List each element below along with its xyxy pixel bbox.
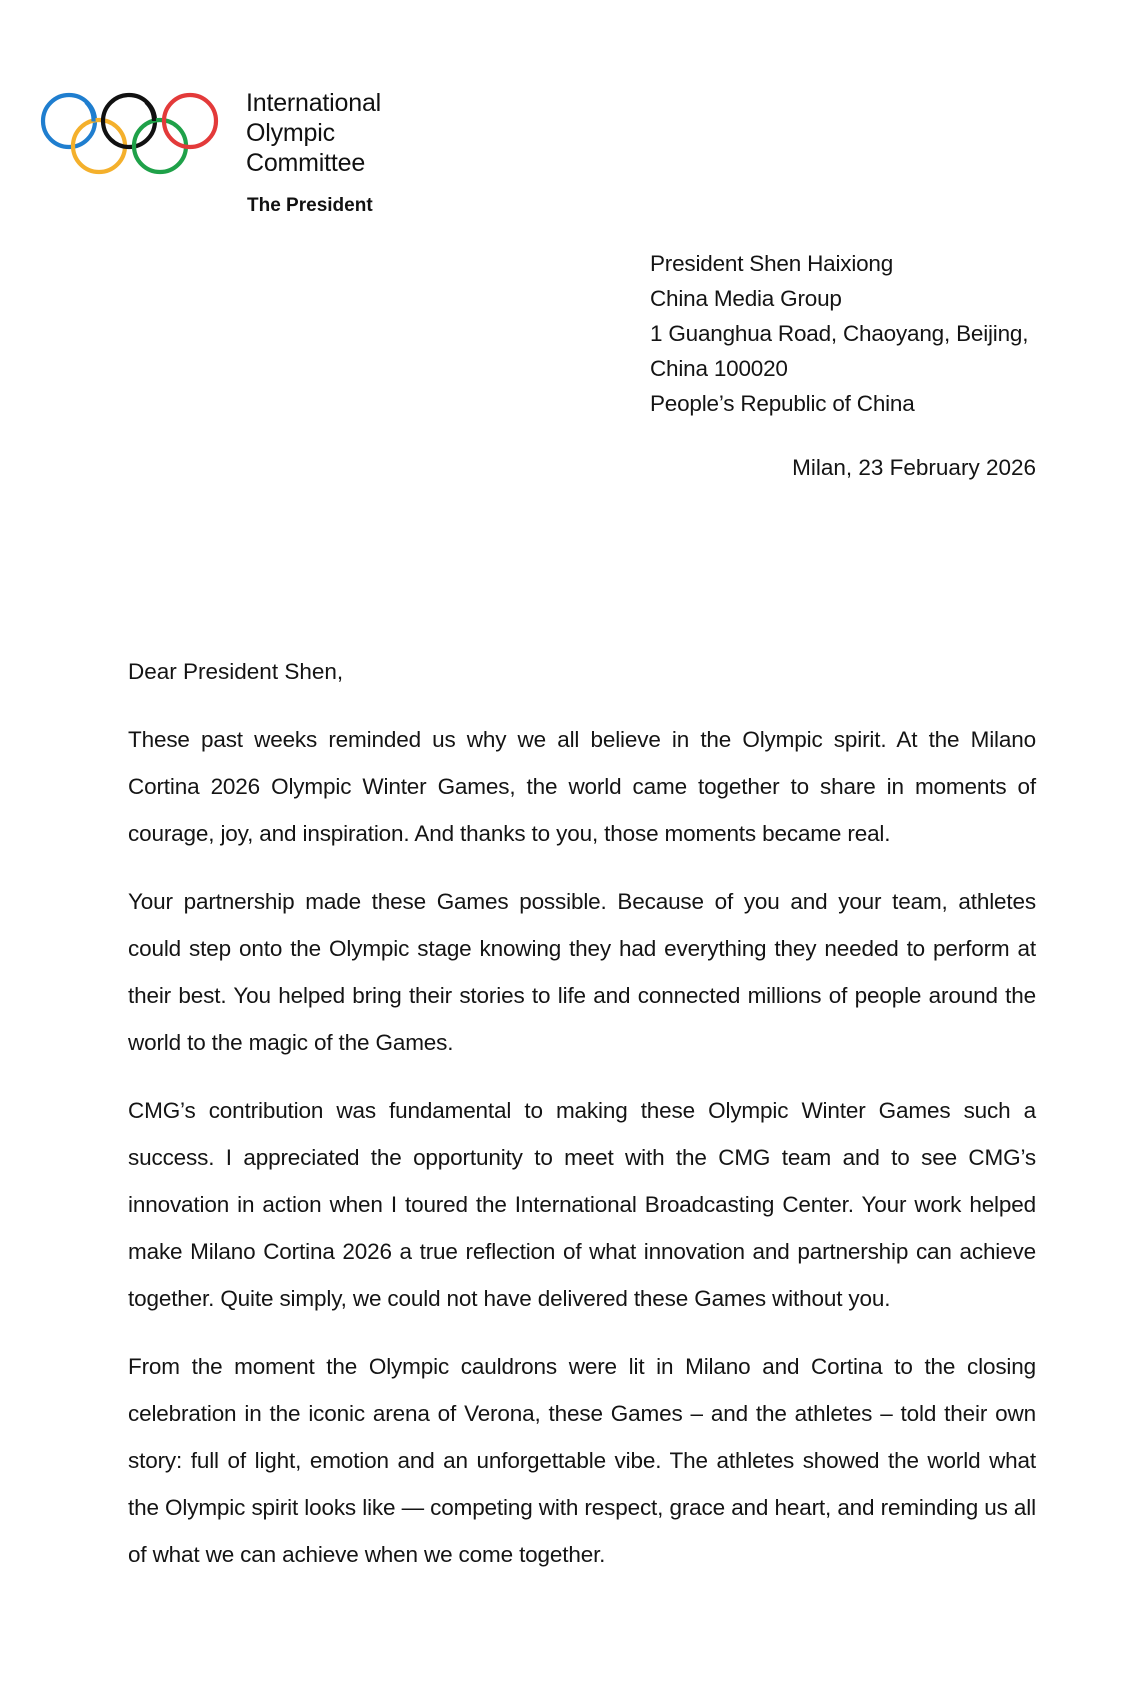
body-paragraph: CMG’s contribution was fundamental to making these Olympic Winter Games such a success. I appreciated the opportunity to meet with the CMG team and to see CMG’s innovation in action when I toured the International Broadcasting Center. Your work helped make Milano Cortina 2026 a true reflection of what innovation and partnership can achieve together. Quite simply, we could not have delivered these Games without you. (128, 1098, 1036, 1311)
body-paragraph: Your partnership made these Games possible. Because of you and your team, athletes could step onto the Olympic stage knowing they had everything they needed to perform at their best. You helped bring their stories to life and connected millions of people around the world to the magic of the Games. (128, 889, 1036, 1055)
recipient-organization: China Media Group (650, 286, 842, 311)
org-name-line: Olympic (246, 119, 335, 147)
body-paragraph: These past weeks reminded us why we all believe in the Olympic spirit. At the Milano Cortina 2026 Olympic Winter Games, the world came together to share in moments of courage, joy, and inspiration. And thanks to you, those moments became real. (128, 727, 1036, 846)
org-name-line: Committee (246, 149, 366, 177)
recipient-address-block (650, 246, 1028, 421)
organization-name (246, 88, 381, 178)
recipient-street: 1 Guanghua Road, Chaoyang, Beijing, (650, 321, 1029, 346)
recipient-name: President Shen Haixiong (650, 251, 894, 276)
olympic-rings-logo-icon (38, 88, 228, 183)
body-paragraph: From the moment the Olympic cauldrons were lit in Milano and Cortina to the closing celebration in the iconic arena of Verona, these Games – and the athletes – told their own story: full of light, emotion and an unforgettable vibe. The athletes showed the world what the Olympic spirit looks like — competing with respect, grace and heart, and reminding us all of what we can achieve when we come together. (128, 1354, 1036, 1567)
letter-body (128, 648, 1036, 1599)
salutation: Dear President Shen, (128, 659, 344, 684)
recipient-postal: China 100020 (650, 356, 788, 381)
recipient-country: People’s Republic of China (650, 391, 915, 416)
org-name-line: International (246, 89, 381, 117)
place-and-date: Milan, 23 February 2026 (792, 455, 1036, 480)
office-title: The President (247, 195, 373, 216)
